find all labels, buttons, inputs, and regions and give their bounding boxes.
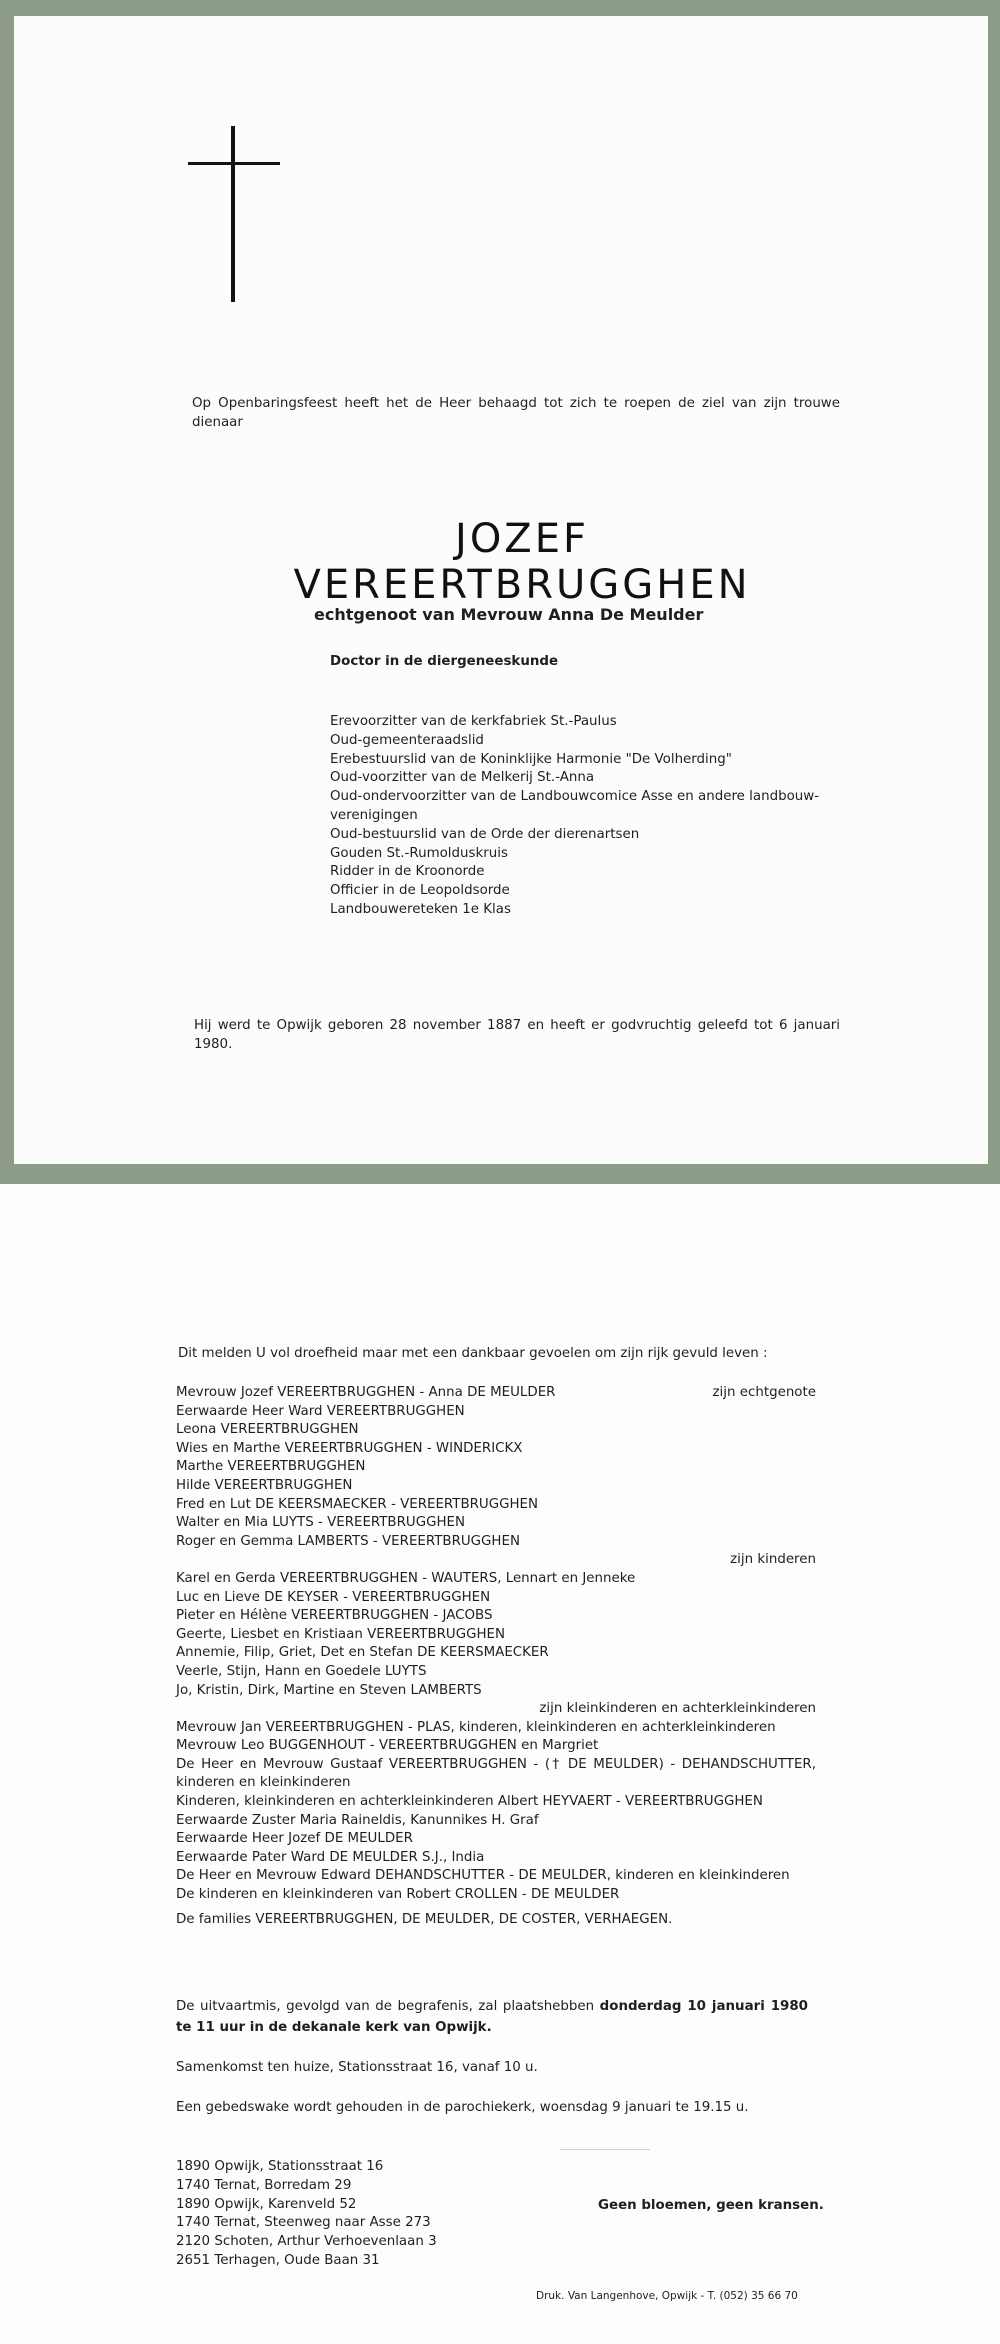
family-list [176,1384,816,1929]
family-line: Kinderen, kleinkinderen en achterkleinkinderen Albert HEYVAERT - VEREERTBRUGGHEN [176,1794,763,1810]
title-item: Oud-gemeenteraadslid [330,732,484,748]
family-line: Fred en Lut DE KEERSMAECKER - VEREERTBRUGGHEN [176,1496,539,1512]
address-item: 1740 Ternat, Steenweg naar Asse 273 [176,2215,431,2231]
family-line: Mevrouw Jan VEREERTBRUGGHEN - PLAS, kinderen, kleinkinderen en achterkleinkinderen [176,1719,776,1735]
address-item: 2651 Terhagen, Oude Baan 31 [176,2252,380,2268]
titles-list [330,713,819,920]
family-tag: zijn echtgenote [712,1385,816,1400]
family-tag: zijn kinderen [730,1552,816,1568]
deceased-name: JOZEF VEREERTBRUGGHEN [293,516,751,608]
family-line: Luc en Lieve DE KEYSER - VEREERTBRUGGHEN [176,1589,491,1605]
announcement-intro: Dit melden U vol droefheid maar met een dankbaar gevoelen om zijn rijk gevuld leven : [178,1346,768,1361]
family-tag: zijn kleinkinderen en achterkleinkinderen [539,1701,816,1717]
address-item: 1890 Opwijk, Karenveld 52 [176,2196,357,2212]
family-line: Marthe VEREERTBRUGGHEN [176,1459,366,1475]
family-line: De Heer en Mevrouw Gustaaf VEREERTBRUGGHEN - († DE MEULDER) - DEHANDSCHUTTER, kinderen en kleinkinderen [176,1756,816,1791]
family-line: Mevrouw Leo BUGGENHOUT - VEREERTBRUGGHEN en Margriet [176,1738,599,1754]
family-line: Jo, Kristin, Dirk, Martine en Steven LAMBERTS [176,1682,482,1698]
card-front [14,16,988,1164]
birth-text: Hij werd te Opwijk geboren 28 november 1887 en heeft er godvruchtig geleefd tot 6 januari 1980. [194,1018,840,1052]
title-item: Landbouwereteken 1e Klas [330,901,511,917]
divider [560,2149,650,2150]
family-line: Eerwaarde Zuster Maria Raineldis, Kanunnikes H. Graf [176,1812,539,1828]
spouse-line: echtgenoot van Mevrouw Anna De Meulder [314,605,704,624]
title-item: Oud-ondervoorzitter van de Landbouwcomice Asse en andere landbouw- [330,789,820,805]
cross-icon [188,126,280,302]
address-item: 1890 Opwijk, Stationsstraat 16 [176,2159,384,2174]
family-line: De Heer en Mevrouw Edward DEHANDSCHUTTER - DE MEULDER, kinderen en kleinkinderen [176,1868,790,1884]
family-line: Eerwaarde Heer Ward VEREERTBRUGGHEN [176,1403,465,1419]
printer-credit: Druk. Van Langenhove, Opwijk - T. (052) 35 66 70 [536,2290,798,2302]
title-item: verenigingen [330,807,418,823]
address-item: 1740 Ternat, Borredam 29 [176,2177,352,2193]
card-back [0,1184,1000,2344]
family-line: Mevrouw Jozef VEREERTBRUGGHEN - Anna DE MEULDER zijn echtgenote [176,1384,816,1403]
family-line: Leona VEREERTBRUGGHEN [176,1422,359,1438]
vigil-text: Een gebedswake wordt gehouden in de parochiekerk, woensdag 9 januari te 19.15 u. [176,2100,749,2115]
family-line: De families VEREERTBRUGGHEN, DE MEULDER, DE COSTER, VERHAEGEN. [176,1911,673,1927]
funeral-text: De uitvaartmis, gevolgd van de begrafenis, zal plaatshebben donderdag 10 januari 1980 te 11 uur in de dekanale kerk van Opwijk. [176,1999,808,2035]
title-item: Oud-bestuurslid van de Orde der dierenartsen [330,826,640,842]
family-line: Pieter en Hélène VEREERTBRUGGHEN - JACOBS [176,1608,493,1624]
family-line: Eerwaarde Pater Ward DE MEULDER S.J., India [176,1849,485,1865]
no-flowers-note: Geen bloemen, geen kransen. [598,2198,824,2213]
family-line: Karel en Gerda VEREERTBRUGGHEN - WAUTERS, Lennart en Jenneke [176,1570,636,1586]
family-line: Walter en Mia LUYTS - VEREERTBRUGGHEN [176,1515,466,1531]
family-line: Annemie, Filip, Griet, Det en Stefan DE KEERSMAECKER [176,1645,549,1661]
title-item: Erevoorzitter van de kerkfabriek St.-Paulus [330,714,617,729]
title-item: Officier in de Leopoldsorde [330,883,510,899]
family-line: Roger en Gemma LAMBERTS - VEREERTBRUGGHEN [176,1533,520,1549]
title-item: Gouden St.-Rumolduskruis [330,845,508,861]
intro-text: Op Openbaringsfeest heeft het de Heer behaagd tot zich te roepen de ziel van zijn trouwe dienaar [192,396,840,430]
title-item: Erebestuurslid van de Koninklijke Harmonie "De Volherding" [330,751,732,767]
family-line: Wies en Marthe VEREERTBRUGGHEN - WINDERICKX [176,1440,523,1456]
gathering-text: Samenkomst ten huize, Stationsstraat 16, vanaf 10 u. [176,2060,538,2075]
title-item: Ridder in de Kroonorde [330,864,485,880]
address-list [176,2158,437,2271]
title-item: Oud-voorzitter van de Melkerij St.-Anna [330,770,595,786]
family-line: Eerwaarde Heer Jozef DE MEULDER [176,1831,413,1847]
family-line: De kinderen en kleinkinderen van Robert CROLLEN - DE MEULDER [176,1887,620,1903]
address-item: 2120 Schoten, Arthur Verhoevenlaan 3 [176,2234,437,2250]
family-line: Geerte, Liesbet en Kristiaan VEREERTBRUGGHEN [176,1626,506,1642]
family-line: Hilde VEREERTBRUGGHEN [176,1477,353,1493]
family-line: Veerle, Stijn, Hann en Goedele LUYTS [176,1663,427,1679]
degree-line: Doctor in de diergeneeskunde [330,654,559,669]
